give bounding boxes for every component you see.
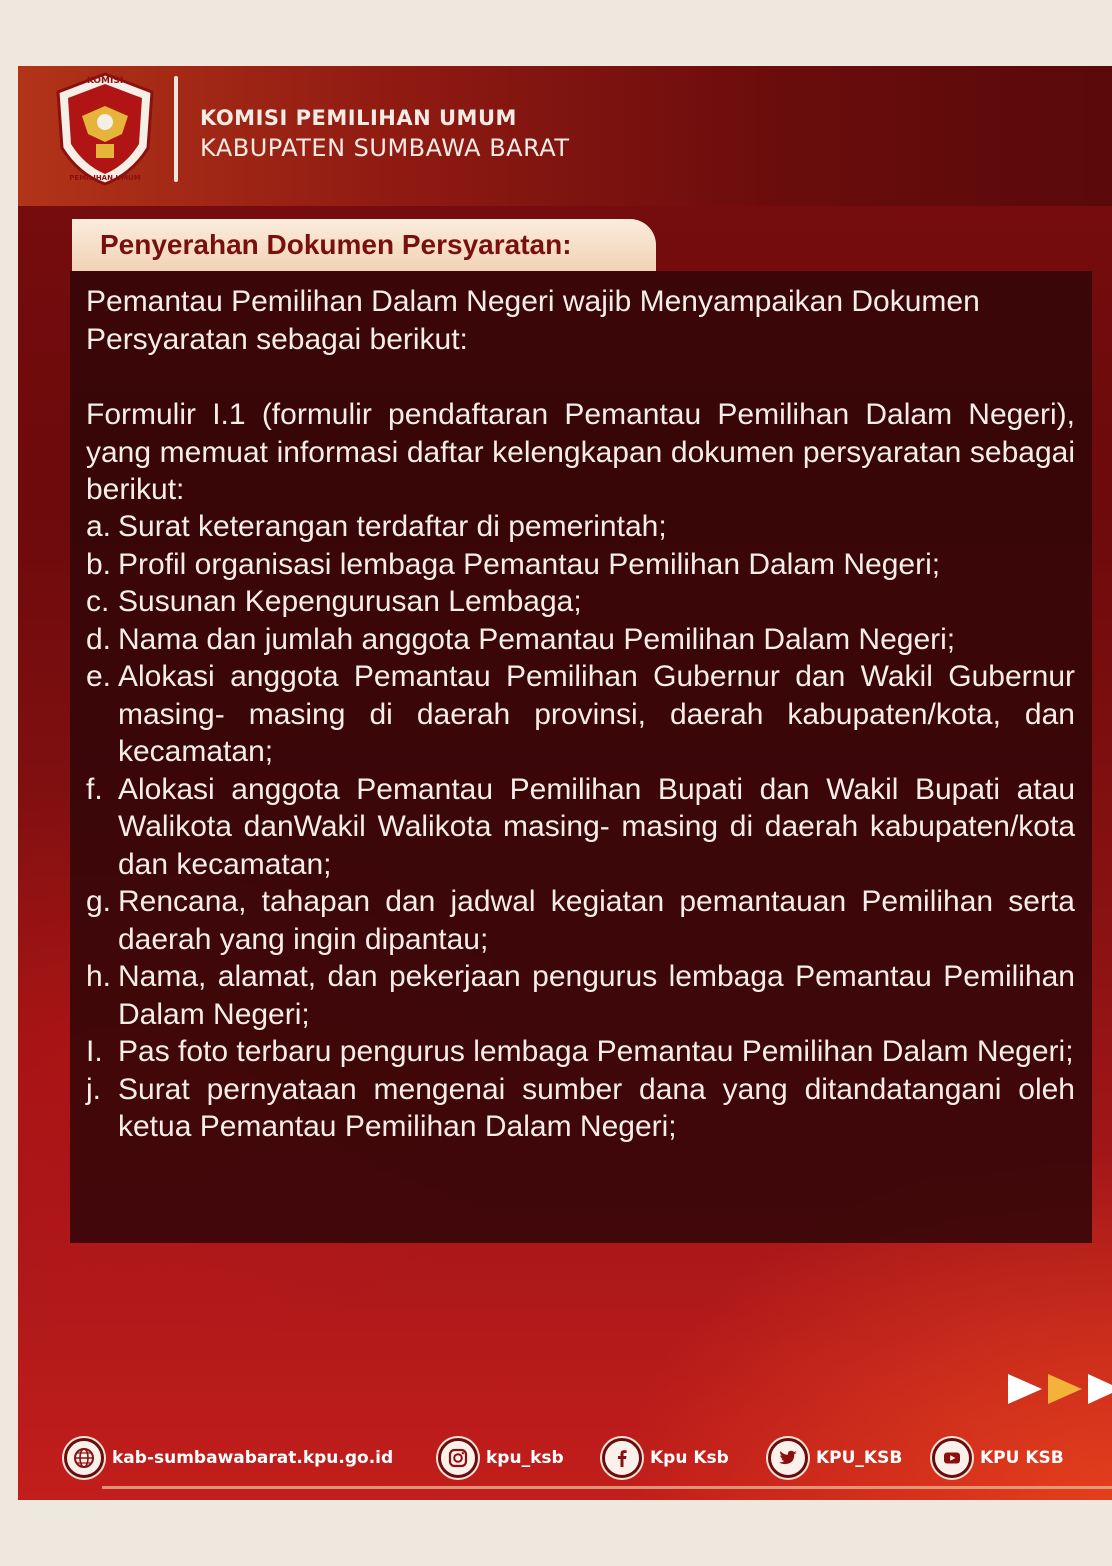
list-marker: f. [86, 772, 103, 806]
list-item [86, 508, 1075, 546]
list-marker: I. [86, 1035, 103, 1068]
footer-instagram[interactable] [438, 1438, 564, 1478]
instagram-text: kpu_ksb [486, 1448, 564, 1468]
org-name-line2: KABUPATEN SUMBAWA BARAT [200, 134, 570, 162]
website-text: kab-sumbawabarat.kpu.go.id [112, 1448, 394, 1468]
list-marker: h. [86, 960, 112, 993]
list-item [86, 583, 1075, 621]
list-marker: b. [86, 547, 112, 581]
facebook-icon [602, 1438, 642, 1478]
list-marker: e. [86, 660, 112, 693]
list-item-text: Surat pernyataan mengenai sumber dana yang ditandatangani oleh ketua Pemantau Pemilihan Dalam Negeri; [118, 1072, 1075, 1143]
list-item [86, 1033, 1075, 1071]
list-item [86, 771, 1075, 884]
footer-youtube[interactable] [932, 1438, 1064, 1478]
list-marker: j. [86, 1072, 101, 1106]
list-marker: g. [86, 885, 112, 918]
list-item [86, 883, 1075, 958]
facebook-text: Kpu Ksb [650, 1448, 729, 1468]
footer-website[interactable] [64, 1438, 393, 1478]
formulir-text: Formulir I.1 (formulir pendaftaran Pemantau Pemilihan Dalam Negeri), yang memuat informasi daftar kelengkapan dokumen persyaratan sebagai berikut: [86, 398, 1075, 506]
header-divider [174, 76, 178, 182]
next-arrows-icon [1008, 1372, 1112, 1406]
footer-twitter[interactable] [768, 1438, 902, 1478]
logo-text-top: KOMISI [86, 76, 124, 86]
instagram-icon [438, 1438, 478, 1478]
list-item-text: Susunan Kepengurusan Lembaga; [118, 585, 582, 618]
footer-divider [102, 1486, 1112, 1489]
globe-icon [64, 1438, 104, 1478]
poster [18, 66, 1112, 1500]
section-title-tab [72, 219, 656, 271]
list-item-text: Pas foto terbaru pengurus lembaga Pemantau Pemilihan Dalam Negeri; [118, 1035, 1074, 1068]
list-item [86, 658, 1075, 771]
list-item-text: Surat keterangan terdaftar di pemerintah; [118, 510, 667, 543]
logo-text-bottom: PEMILIHAN UMUM [69, 174, 141, 182]
list-item-text: Nama dan jumlah anggota Pemantau Pemilihan Dalam Negeri; [118, 622, 956, 656]
intro-text: Pemantau Pemilihan Dalam Negeri wajib Menyampaikan Dokumen Persyaratan sebagai berikut: [86, 285, 980, 356]
list-marker: d. [86, 622, 112, 656]
list-item-text: Alokasi anggota Pemantau Pemilihan Bupati dan Wakil Bupati atau Walikota danWakil Walikota masing- masing di daerah kabupaten/kota dan kecamatan; [118, 772, 1075, 881]
list-item [86, 1071, 1075, 1146]
youtube-icon [932, 1438, 972, 1478]
list-marker: a. [86, 510, 112, 543]
section-title: Penyerahan Dokumen Persyaratan: [100, 229, 572, 260]
list-marker: c. [86, 585, 110, 618]
list-item-text: Alokasi anggota Pemantau Pemilihan Gubernur dan Wakil Gubernur masing- masing di daerah provinsi, daerah kabupaten/kota, dan kecamatan; [118, 660, 1075, 768]
list-item-text: Profil organisasi lembaga Pemantau Pemilihan Dalam Negeri; [118, 547, 941, 581]
list-item-text: Rencana, tahapan dan jadwal kegiatan pemantauan Pemilihan serta daerah yang ingin dipantau; [118, 885, 1075, 956]
footer-facebook[interactable] [602, 1438, 729, 1478]
list-item [86, 546, 1075, 584]
list-item [86, 958, 1075, 1033]
header [18, 66, 1112, 206]
list-item [86, 621, 1075, 659]
content-panel [70, 271, 1092, 1243]
requirements-list [86, 508, 1075, 1146]
org-name-line1: KOMISI PEMILIHAN UMUM [200, 106, 517, 130]
list-item-text: Nama, alamat, dan pekerjaan pengurus lembaga Pemantau Pemilihan Dalam Negeri; [118, 960, 1075, 1031]
twitter-icon [768, 1438, 808, 1478]
youtube-text: KPU KSB [980, 1448, 1064, 1468]
twitter-text: KPU_KSB [816, 1448, 903, 1468]
kpu-logo [52, 70, 158, 188]
